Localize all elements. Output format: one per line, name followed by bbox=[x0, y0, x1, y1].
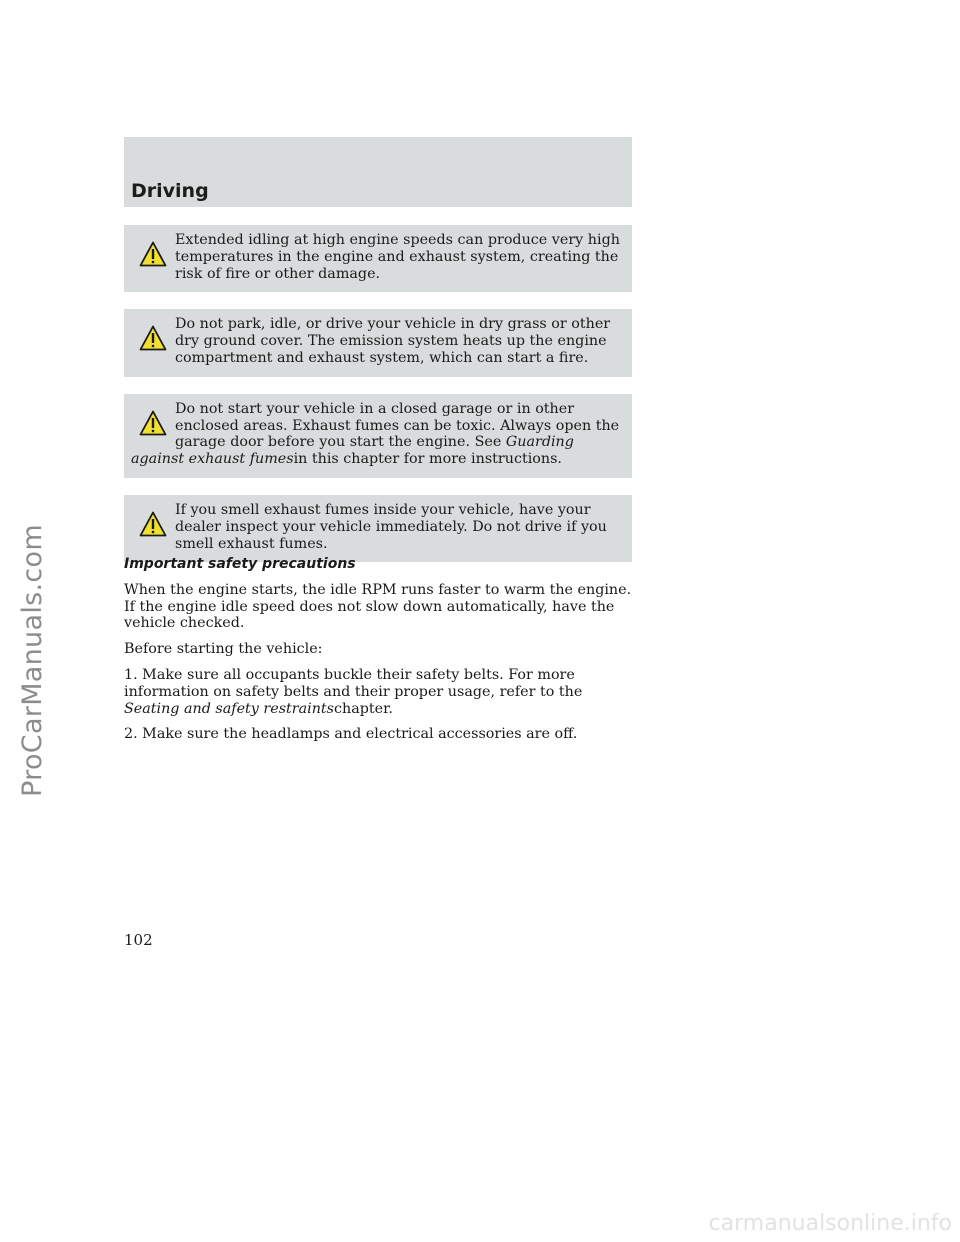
step-item: 2. Make sure the headlamps and electrical accessories are off. bbox=[124, 726, 578, 743]
warning-text: If you smell exhaust fumes inside your vehicle, have your dealer inspect your vehicle immediately. Do not drive if you smell exhaust fumes. bbox=[175, 501, 607, 552]
warning-text bbox=[131, 401, 624, 468]
chapter-title: Driving bbox=[131, 180, 209, 202]
warnings-list bbox=[124, 225, 632, 579]
warning-triangle-icon bbox=[139, 241, 167, 267]
step-text-before: 1. Make sure all occupants buckle their safety belts. For more information on safety belts and their proper usage, refer to the bbox=[124, 666, 583, 700]
safety-precautions-section bbox=[124, 556, 634, 752]
step-item bbox=[124, 667, 634, 717]
side-watermark bbox=[8, 420, 56, 900]
cross-reference-link: Guarding against exhaust fumes bbox=[131, 434, 574, 468]
warning-text: Extended idling at high engine speeds can produce very high temperatures in the engine and exhaust system, creating the risk of fire or other damage. bbox=[175, 232, 620, 282]
warning-box bbox=[124, 309, 632, 376]
warning-box bbox=[124, 495, 632, 562]
footer-watermark: carmanualsonline.info bbox=[708, 1211, 952, 1236]
paragraph: When the engine starts, the idle RPM runs faster to warm the engine. If the engine idle speed does not slow down automatically, have the vehicle checked. bbox=[124, 581, 632, 632]
warning-triangle-icon bbox=[139, 410, 167, 436]
warning-triangle-icon bbox=[139, 511, 167, 537]
warning-box bbox=[124, 394, 632, 478]
step-text-after: chapter. bbox=[334, 700, 393, 717]
side-watermark-text: ProCarManuals.com bbox=[16, 523, 48, 797]
page-number: 102 bbox=[124, 931, 153, 949]
paragraph: Before starting the vehicle: bbox=[124, 641, 323, 658]
warning-triangle-icon bbox=[139, 325, 167, 351]
warning-text-after: in this chapter for more instructions. bbox=[293, 451, 562, 468]
cross-reference-link: Seating and safety restraints bbox=[124, 700, 335, 717]
warning-box bbox=[124, 225, 632, 292]
section-heading: Important safety precautions bbox=[124, 556, 356, 572]
warning-text: Do not park, idle, or drive your vehicle in dry grass or other dry ground cover. The emission system heats up the engine compartment and exhaust system, which can start a fire. bbox=[175, 316, 611, 366]
chapter-header bbox=[124, 137, 632, 207]
warning-text-before: Do not start your vehicle in a closed garage or in other enclosed areas. Exhaust fumes can be toxic. Always open the garage door before you start the engine. See bbox=[175, 400, 620, 451]
